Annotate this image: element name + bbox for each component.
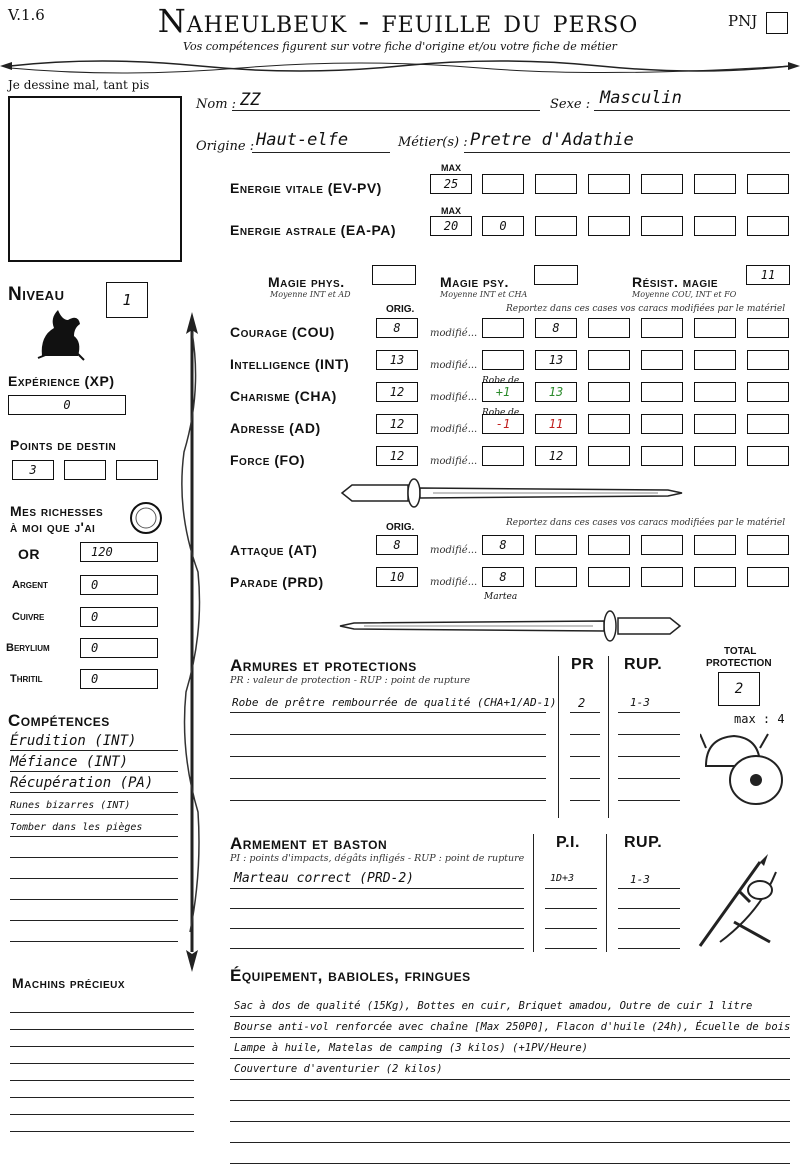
equipement-item[interactable]: Lampe à huile, Matelas de camping (3 kilos) (+1PV/Heure)	[234, 1042, 589, 1054]
or-label: OR	[18, 546, 40, 562]
carac-label: Intelligence (INT)	[230, 356, 350, 372]
resist-magie-label: Résist. magie	[632, 274, 719, 290]
carac-modifie-label: modifié...	[430, 360, 478, 371]
origine-value[interactable]: Haut-elfe	[256, 130, 349, 150]
arme-rup-line	[618, 928, 680, 929]
carac-extra-box[interactable]	[694, 414, 736, 434]
arme-line	[230, 928, 524, 929]
magie-psy-box[interactable]	[534, 265, 578, 285]
equipement-line	[230, 1142, 790, 1143]
carac-mod-box[interactable]: +1	[482, 382, 524, 402]
niveau-box[interactable]: 1	[106, 282, 148, 318]
origine-label: Origine :	[196, 139, 255, 154]
carac-extra-box[interactable]	[641, 446, 683, 466]
carac-orig-box[interactable]: 12	[376, 414, 418, 434]
armement-title: Armement et baston	[230, 834, 388, 853]
magie-phys-label: Magie phys.	[268, 274, 345, 290]
arme-pi-line	[545, 908, 597, 909]
at-box-4[interactable]	[694, 535, 736, 555]
carac-extra-box[interactable]	[694, 350, 736, 370]
max-note: max : 4	[734, 712, 785, 726]
carac-label: Charisme (CHA)	[230, 388, 337, 404]
ev-box-1[interactable]	[482, 174, 524, 194]
ev-box-6[interactable]	[747, 174, 789, 194]
equipement-line	[230, 1037, 790, 1038]
richesses-label-1: Mes richesses	[10, 503, 104, 519]
carac-extra-box[interactable]	[747, 318, 789, 338]
carac-orig-box[interactable]: 12	[376, 446, 418, 466]
armure-line	[230, 778, 546, 779]
carac-extra-box[interactable]	[694, 446, 736, 466]
attaque-val-box[interactable]: 8	[482, 535, 524, 555]
armement-subtitle: PI : points d'impacts, dégâts infligés - RUP : point de rupture	[230, 853, 525, 864]
prd-box-4[interactable]	[694, 567, 736, 587]
ea-label: Energie astrale (EA-PA)	[230, 222, 397, 238]
ea-box-5[interactable]	[747, 216, 789, 236]
armure-rup-line	[618, 756, 680, 757]
ev-label: Energie vitale (EV-PV)	[230, 180, 382, 196]
carac-orig-box[interactable]: 12	[376, 382, 418, 402]
attaque-orig-box[interactable]: 8	[376, 535, 418, 555]
carac-modifie-label: modifié...	[430, 392, 478, 403]
armure-rup-line	[618, 712, 680, 713]
machin-line	[10, 1080, 194, 1081]
berylium-box[interactable]: 0	[80, 638, 158, 658]
carac-mod-note: Robe de	[482, 376, 520, 386]
arme-line	[230, 908, 524, 909]
equipement-item[interactable]: Couverture d'aventurier (2 kilos)	[234, 1063, 443, 1075]
resist-magie-box[interactable]: 11	[746, 265, 790, 285]
armure-pr-line	[570, 778, 600, 779]
dragon-icon	[34, 306, 86, 362]
metier-label: Métier(s) :	[398, 135, 468, 150]
pnj-label: PNJ	[728, 12, 758, 30]
armure-line	[230, 734, 546, 735]
equipement-line	[230, 1058, 790, 1059]
total-label-1: TOTAL	[724, 646, 757, 657]
armure-rup-line	[618, 778, 680, 779]
machin-line	[10, 1131, 194, 1132]
armure-name[interactable]: Robe de prêtre rembourrée de qualité (CHA+1/AD-1)	[232, 696, 557, 709]
competence-line	[10, 920, 178, 921]
carac-extra-box[interactable]	[588, 318, 630, 338]
at-box-1[interactable]	[535, 535, 577, 555]
armure-pr-line	[570, 800, 600, 801]
arme-line	[230, 888, 524, 889]
berylium-label: Berylium	[6, 642, 50, 654]
sexe-value[interactable]: Masculin	[600, 88, 682, 108]
destin-box-3[interactable]	[116, 460, 158, 480]
competence-item[interactable]: Tomber dans les pièges	[10, 822, 143, 833]
ea-current-box[interactable]: 0	[482, 216, 524, 236]
carac-mod-note: Robe de	[482, 408, 520, 418]
attaque-modifie-label: modifié...	[430, 545, 478, 556]
total-label-2: PROTECTION	[706, 658, 772, 669]
destin-box-1[interactable]: 3	[12, 460, 54, 480]
machin-line	[10, 1063, 194, 1064]
prd-box-1[interactable]	[535, 567, 577, 587]
carac-value-box[interactable]: 11	[535, 414, 577, 434]
ea-max-box[interactable]: 20	[430, 216, 472, 236]
competence-line	[10, 878, 178, 879]
carac-label: Courage (COU)	[230, 324, 335, 340]
equipement-item[interactable]: Bourse anti-vol renforcée avec chaîne [Max 250P0], Flacon d'huile (24h), Écuelle de bois	[234, 1021, 791, 1033]
competence-line	[10, 836, 178, 837]
orig-label: ORIG.	[386, 304, 415, 315]
machin-line	[10, 1046, 194, 1047]
arme-rup-line	[618, 888, 680, 889]
at-box-3[interactable]	[641, 535, 683, 555]
competences-title: Compétences	[8, 711, 110, 730]
resist-magie-note: Moyenne COU, INT et FO	[632, 290, 737, 299]
arme-pi-line	[545, 888, 597, 889]
equipement-title: Équipement, babioles, fringues	[230, 966, 471, 985]
cuivre-label: Cuivre	[12, 611, 45, 623]
machins-title: Machins précieux	[12, 975, 126, 991]
carac-extra-box[interactable]	[694, 318, 736, 338]
armures-subtitle: PR : valeur de protection - RUP : point de rupture	[230, 675, 471, 686]
armure-rup-line	[618, 800, 680, 801]
carac-value-box[interactable]: 12	[535, 446, 577, 466]
weapons-icon	[690, 852, 786, 952]
at-box-5[interactable]	[747, 535, 789, 555]
carac-extra-box[interactable]	[641, 414, 683, 434]
machin-line	[10, 1114, 194, 1115]
armure-line	[230, 756, 546, 757]
carac-label: Force (FO)	[230, 452, 306, 468]
ea-box-2[interactable]	[588, 216, 630, 236]
carac-extra-box[interactable]	[747, 446, 789, 466]
coin-icon	[128, 500, 164, 536]
sword-ornament-1	[338, 476, 684, 510]
niveau-label: Niveau	[8, 284, 65, 305]
competence-line	[10, 857, 178, 858]
cuivre-box[interactable]: 0	[80, 607, 158, 627]
prd-box-2[interactable]	[588, 567, 630, 587]
carac-extra-box[interactable]	[588, 414, 630, 434]
page-subtitle: Vos compétences figurent sur votre fiche d'origine et/ou votre fiche de métier	[183, 40, 617, 53]
carac-extra-box[interactable]	[641, 382, 683, 402]
competence-line	[10, 941, 178, 942]
magie-phys-note: Moyenne INT et AD	[270, 290, 351, 299]
competence-line	[10, 792, 178, 793]
arme-name[interactable]: Marteau correct (PRD-2)	[234, 871, 415, 886]
carac-mod-box[interactable]	[482, 350, 524, 370]
competence-line	[10, 750, 178, 751]
equipement-line	[230, 1100, 790, 1101]
carac-value-box[interactable]: 13	[535, 382, 577, 402]
machin-line	[10, 1012, 194, 1013]
competence-item[interactable]: Récupération (PA)	[10, 775, 154, 791]
armure-rup-line	[618, 734, 680, 735]
competence-item[interactable]: Méfiance (INT)	[10, 754, 129, 770]
portrait-frame[interactable]	[8, 96, 182, 262]
pnj-checkbox[interactable]	[766, 12, 788, 34]
competence-line	[10, 771, 178, 772]
destin-box-2[interactable]	[64, 460, 106, 480]
ev-box-5[interactable]	[694, 174, 736, 194]
carac-modifie-label: modifié...	[430, 424, 478, 435]
armure-line	[230, 712, 546, 713]
armures-rup-header: RUP.	[624, 656, 663, 673]
thritil-label: Thritil	[10, 673, 43, 685]
carac-modifie-label: modifié...	[430, 456, 478, 467]
arme-pi-line	[545, 928, 597, 929]
carac-orig-box[interactable]: 13	[376, 350, 418, 370]
ev-box-2[interactable]	[535, 174, 577, 194]
carac-mod-box[interactable]	[482, 318, 524, 338]
ev-box-3[interactable]	[588, 174, 630, 194]
armures-title: Armures et protections	[230, 656, 417, 675]
ea-box-4[interactable]	[694, 216, 736, 236]
carac-extra-box[interactable]	[641, 318, 683, 338]
carac-value-box[interactable]: 8	[535, 318, 577, 338]
sexe-label: Sexe :	[550, 97, 591, 112]
version-label: V.1.6	[8, 6, 45, 24]
experience-box[interactable]: 0	[8, 395, 126, 415]
magie-phys-box[interactable]	[372, 265, 416, 285]
armures-pr-header: PR	[571, 656, 595, 673]
experience-label: Expérience (XP)	[8, 373, 115, 389]
carac-extra-box[interactable]	[747, 414, 789, 434]
carac-extra-box[interactable]	[747, 382, 789, 402]
combat-report-note: Reportez dans ces cases vos caracs modifiées par le matériel	[506, 518, 786, 528]
equipement-line	[230, 1016, 790, 1017]
prd-box-3[interactable]	[641, 567, 683, 587]
carac-extra-box[interactable]	[747, 350, 789, 370]
argent-label: Argent	[12, 579, 48, 591]
armure-pr-line	[570, 756, 600, 757]
arme-rup-line	[618, 948, 680, 949]
richesses-label-2: à moi que j'ai	[10, 519, 96, 535]
arme-pi[interactable]: 1D+3	[550, 873, 575, 884]
armure-pr[interactable]: 2	[578, 696, 586, 710]
magie-psy-note: Moyenne INT et CHA	[440, 290, 528, 299]
armure-pr-line	[570, 712, 600, 713]
page-title: Naheulbeuk - feuille du perso	[157, 2, 639, 40]
arme-line	[230, 948, 524, 949]
carac-value-box[interactable]: 13	[535, 350, 577, 370]
parade-val-box[interactable]: 8	[482, 567, 524, 587]
ea-box-1[interactable]	[535, 216, 577, 236]
prd-box-5[interactable]	[747, 567, 789, 587]
argent-box[interactable]: 0	[80, 575, 158, 595]
carac-extra-box[interactable]	[588, 446, 630, 466]
competence-line	[10, 814, 178, 815]
competence-item[interactable]: Érudition (INT)	[10, 733, 137, 749]
ev-box-4[interactable]	[641, 174, 683, 194]
carac-extra-box[interactable]	[694, 382, 736, 402]
competence-line	[10, 899, 178, 900]
equipement-line	[230, 1079, 790, 1080]
parade-note: Martea	[484, 592, 518, 602]
machin-line	[10, 1029, 194, 1030]
nom-value[interactable]: ZZ	[240, 90, 261, 110]
ea-max-label: MAX	[441, 206, 461, 216]
arme-rup[interactable]: 1-3	[630, 873, 650, 886]
carac-modifie-label: modifié...	[430, 328, 478, 339]
parade-modifie-label: modifié...	[430, 577, 478, 588]
combat-orig-label: ORIG.	[386, 522, 415, 533]
caracs-report-note: Reportez dans ces cases vos caracs modifiées par le matériel	[506, 304, 786, 314]
parade-orig-box[interactable]: 10	[376, 567, 418, 587]
sword-ornament-2	[338, 608, 684, 644]
armure-pr-line	[570, 734, 600, 735]
ev-max-label: MAX	[441, 163, 461, 173]
or-box[interactable]: 120	[80, 542, 158, 562]
spear-ornament	[178, 312, 206, 972]
ea-box-3[interactable]	[641, 216, 683, 236]
carac-mod-box[interactable]: -1	[482, 414, 524, 434]
carac-extra-box[interactable]	[588, 350, 630, 370]
carac-extra-box[interactable]	[641, 350, 683, 370]
parade-label: Parade (PRD)	[230, 574, 324, 590]
equipement-item[interactable]: Sac à dos de qualité (15Kg), Bottes en cuir, Briquet amadou, Outre de cuir 1 litre	[234, 1000, 753, 1012]
carac-extra-box[interactable]	[588, 382, 630, 402]
arme-pi-line	[545, 948, 597, 949]
equipement-line	[230, 1121, 790, 1122]
carac-orig-box[interactable]: 8	[376, 318, 418, 338]
magie-psy-label: Magie psy.	[440, 274, 509, 290]
destin-label: Points de destin	[10, 437, 117, 453]
carac-mod-box[interactable]	[482, 446, 524, 466]
total-protection-box[interactable]: 2	[718, 672, 760, 706]
nom-label: Nom :	[196, 97, 237, 112]
carac-label: Adresse (AD)	[230, 420, 321, 436]
arme-rup-line	[618, 908, 680, 909]
competence-item[interactable]: Runes bizarres (INT)	[10, 800, 131, 811]
vine-ornament	[0, 52, 800, 80]
attaque-label: Attaque (AT)	[230, 542, 318, 558]
armement-pi-header: P.I.	[556, 834, 580, 851]
at-box-2[interactable]	[588, 535, 630, 555]
armure-rup[interactable]: 1-3	[630, 696, 650, 709]
machin-line	[10, 1097, 194, 1098]
helmet-shield-icon	[700, 726, 788, 808]
metier-value[interactable]: Pretre d'Adathie	[470, 130, 634, 150]
portrait-caption: Je dessine mal, tant pis	[8, 78, 150, 92]
ev-max-box[interactable]: 25	[430, 174, 472, 194]
thritil-box[interactable]: 0	[80, 669, 158, 689]
armure-line	[230, 800, 546, 801]
armement-rup-header: RUP.	[624, 834, 663, 851]
